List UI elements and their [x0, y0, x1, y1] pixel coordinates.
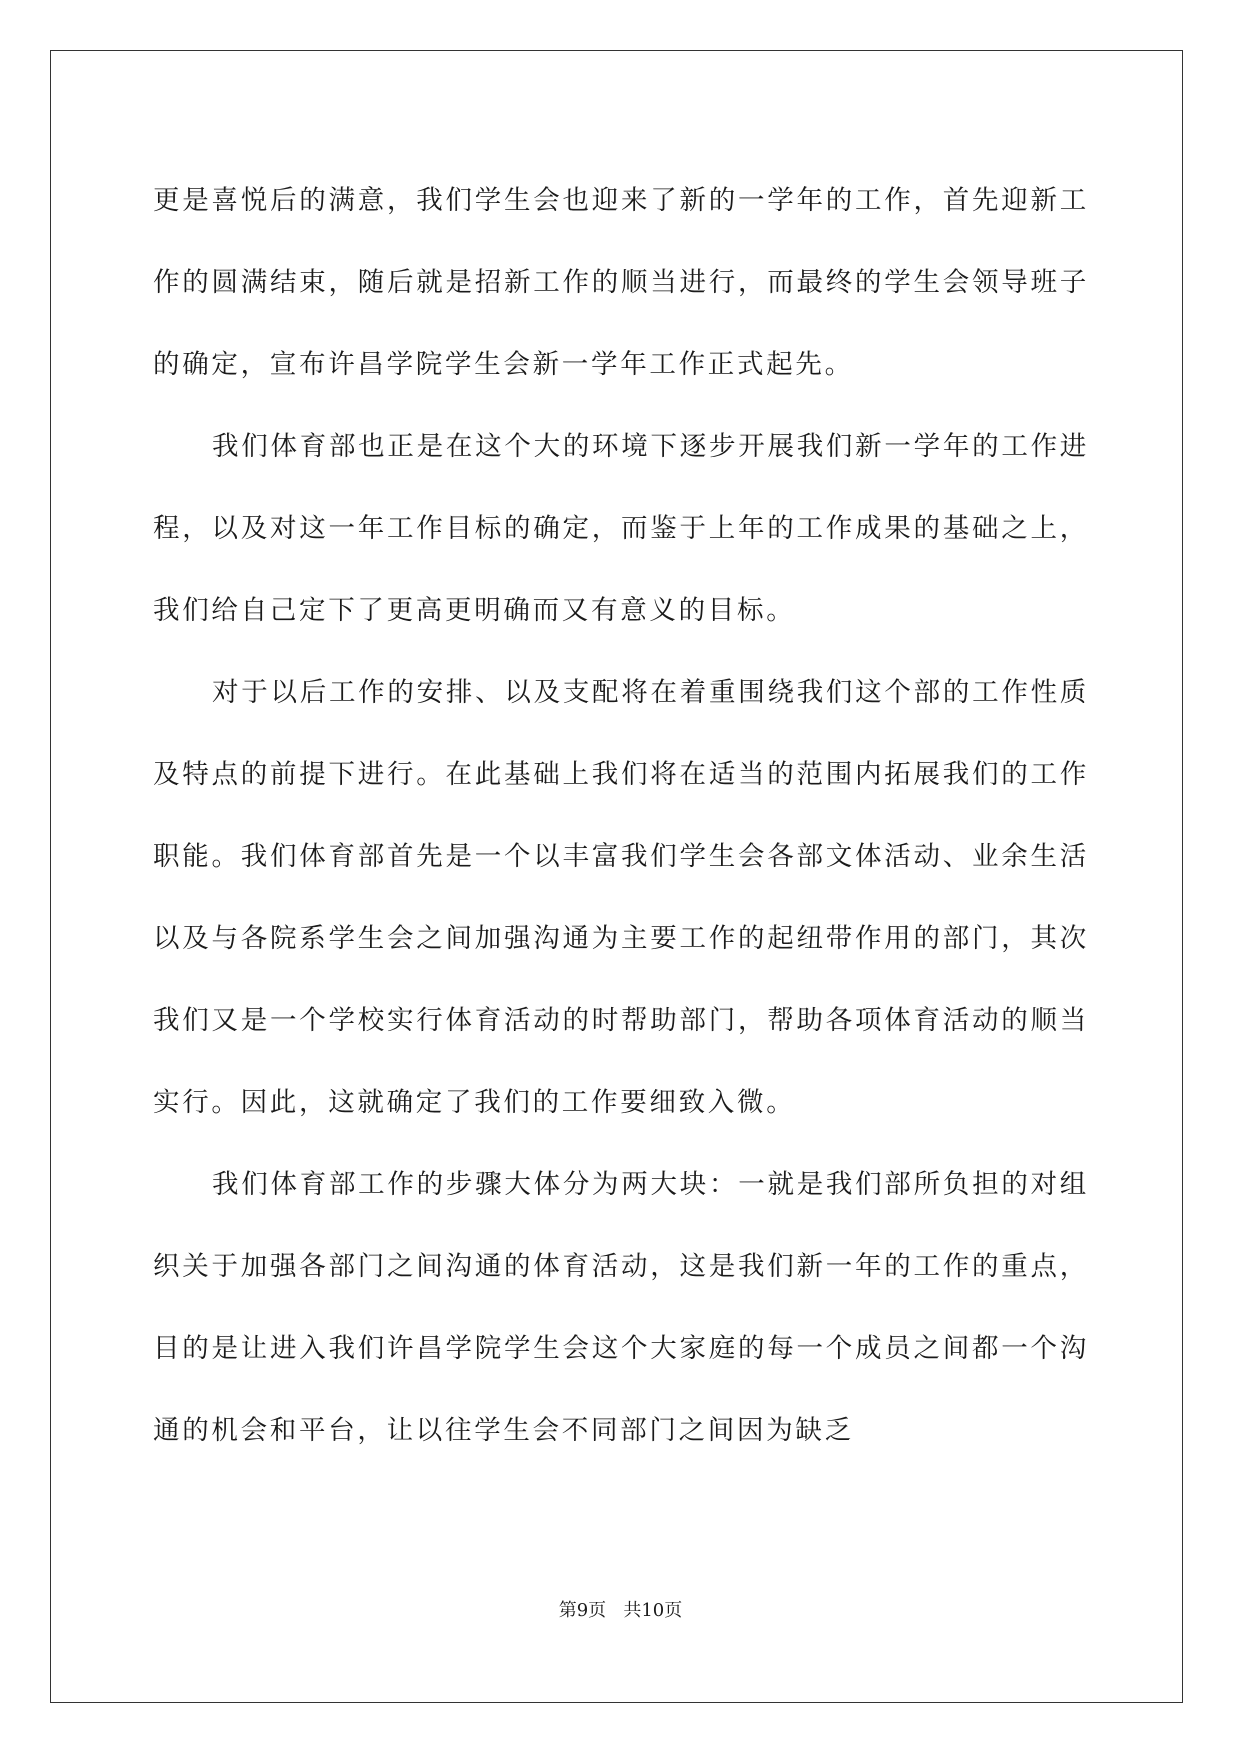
- page-number-footer: 第9页 共10页: [558, 1600, 683, 1621]
- paragraph: 我们体育部也正是在这个大的环境下逐步开展我们新一学年的工作进程，以及对这一年工作目标的确定，而鉴于上年的工作成果的基础之上，我们给自己定下了更高更明确而又有意义的目标。: [153, 431, 1089, 626]
- document-body: [153, 160, 1089, 1472]
- paragraph: 我们体育部工作的步骤大体分为两大块：一就是我们部所负担的对组织关于加强各部门之间沟通的体育活动，这是我们新一年的工作的重点，目的是让进入我们许昌学院学生会这个大家庭的每一个成员之间都一个沟通的机会和平台，让以往学生会不同部门之间因为缺乏: [153, 1169, 1089, 1446]
- paragraph-continued: 更是喜悦后的满意，我们学生会也迎来了新的一学年的工作，首先迎新工作的圆满结束，随后就是招新工作的顺当进行，而最终的学生会领导班子的确定，宣布许昌学院学生会新一学年工作正式起先。: [153, 185, 1089, 380]
- paragraph: 对于以后工作的安排、以及支配将在着重围绕我们这个部的工作性质及特点的前提下进行。在此基础上我们将在适当的范围内拓展我们的工作职能。我们体育部首先是一个以丰富我们学生会各部文体活动、业余生活以及与各院系学生会之间加强沟通为主要工作的起纽带作用的部门，其次我们又是一个学校实行体育活动的时帮助部门，帮助各项体育活动的顺当实行。因此，这就确定了我们的工作要细致入微。: [153, 677, 1089, 1118]
